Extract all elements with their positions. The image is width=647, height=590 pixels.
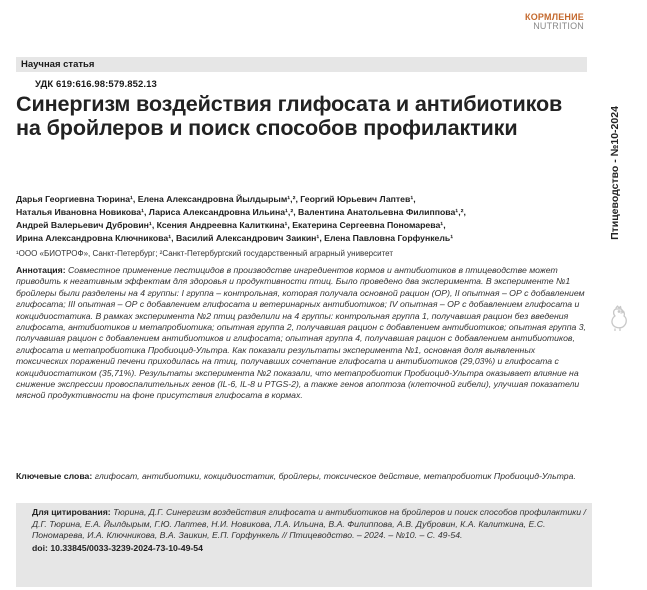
keywords [16, 470, 588, 482]
keywords-text: глифосат, антибиотики, кокцидиостатик, бройлеры, токсическое действие, метапробиотик Пробиоцид-Ультра. [94, 471, 576, 481]
journal-side-text: Птицеводство - №10-2024 [609, 106, 621, 240]
section-label-en: NUTRITION [533, 21, 584, 32]
journal-side-label [603, 92, 621, 254]
udk-code: УДК 619:616.98:579.852.13 [35, 79, 157, 90]
rooster-icon [608, 305, 630, 331]
author-line: Дарья Георгиевна Тюрина¹, Елена Александровна Йылдырым¹,², Георгий Юрьевич Лаптев¹, [16, 194, 416, 204]
section-label-ru: КОРМЛЕНИЕ [525, 12, 584, 22]
doi-link[interactable]: doi: 10.33845/0033-3239-2024-73-10-49-54 [32, 542, 203, 553]
abstract-label: Аннотация: [16, 265, 66, 275]
citation-text: Тюрина, Д.Г. Синергизм воздействия глифосата и антибиотиков на бройлеров и поиск способов профилактики / Д.Г. Тюрина, Е.А. Йылдырым, Г.Ю. Лаптев, Н.И. Новикова, Л.А. Ильина, В.А. Филиппова, А.В. Дубровин, К.А. Калиткина, Е.С. Пономарева, И.А. Ключникова, В.А. Заикин, Е.П. Горфункель // Птицеводство. – 2024. – №10. – С. 49-54. [32, 507, 586, 541]
abstract [16, 265, 588, 402]
section-tag [525, 13, 584, 32]
citation [32, 507, 586, 542]
author-line: Ирина Александровна Ключникова¹, Василий Александрович Заикин¹, Елена Павловна Горфункель¹ [16, 233, 454, 243]
citation-label: Для цитирования: [32, 507, 111, 517]
article-type-label: Научная статья [21, 59, 95, 70]
author-line: Наталья Ивановна Новикова¹, Лариса Александровна Ильина¹,², Валентина Анатольевна Филиппова¹,², [16, 207, 466, 217]
keywords-label: Ключевые слова: [16, 471, 93, 481]
article-type-bar [16, 57, 587, 72]
author-list [16, 193, 600, 245]
abstract-text: Совместное применение пестицидов в производстве ингредиентов кормов и антибиотиков в птицеводстве может приводить к негативным эффектам для здоровья и продуктивности птиц. Было проведено два эксперимента. В эксперименте №1 бройлеры были разделены на 4 группы: I группа – контрольная, которая получала основной рацион (ОР), II опытная – ОР с добавлением глифосата; III опытная – ОР с добавлением глифосата и ветеринарных антибиотиков; IV опытная – ОР с добавлением глифосата и кокцидиостатика. В рамках эксперимента №2 птиц разделили на 4 группы: контрольная группа 1, получавшая рацион без введения глифосата, антибиотиков и метапробиотика; опытная группа 2, получавшая рацион с добавлением антибиотиков; опытная группа 3, получавшая рацион с добавлением антибиотиков и глифосата; опытная группа 4, получавшая рацион с добавлением антибиотиков, глифосата и метапробиотика Пробиоцид-Ультра. Как показали результаты эксперимента №1, основная доля выявленных токсических поражений печени приходилась на птиц, получавших сочетание глифосата и антибиотиков (29,03%) и глифосата с кокцидиостатиком (35,71%). Результаты эксперимента №2 показали, что метапробиотик Пробиоцид-Ультра оказывает влияние на снижение экспрессии провоспалительных генов (IL-6, IL-8 и PTGS-2), а также генов апоптоза (клеточной гибели), улучшая показатели мясной продуктивности на фоне присутствия глифосата в кормах. [16, 265, 586, 401]
article-title: Синергизм воздействия глифосата и антибиотиков на бройлеров и поиск способов профилактики [16, 91, 563, 140]
author-line: Андрей Валерьевич Дубровин¹, Ксения Андреевна Калиткина¹, Екатерина Сергеевна Пономарева¹, [16, 220, 446, 230]
affiliations: ¹ООО «БИОТРОФ», Санкт-Петербург; ²Санкт-Петербургский государственный аграрный университет [16, 249, 394, 258]
citation-box [16, 503, 592, 587]
